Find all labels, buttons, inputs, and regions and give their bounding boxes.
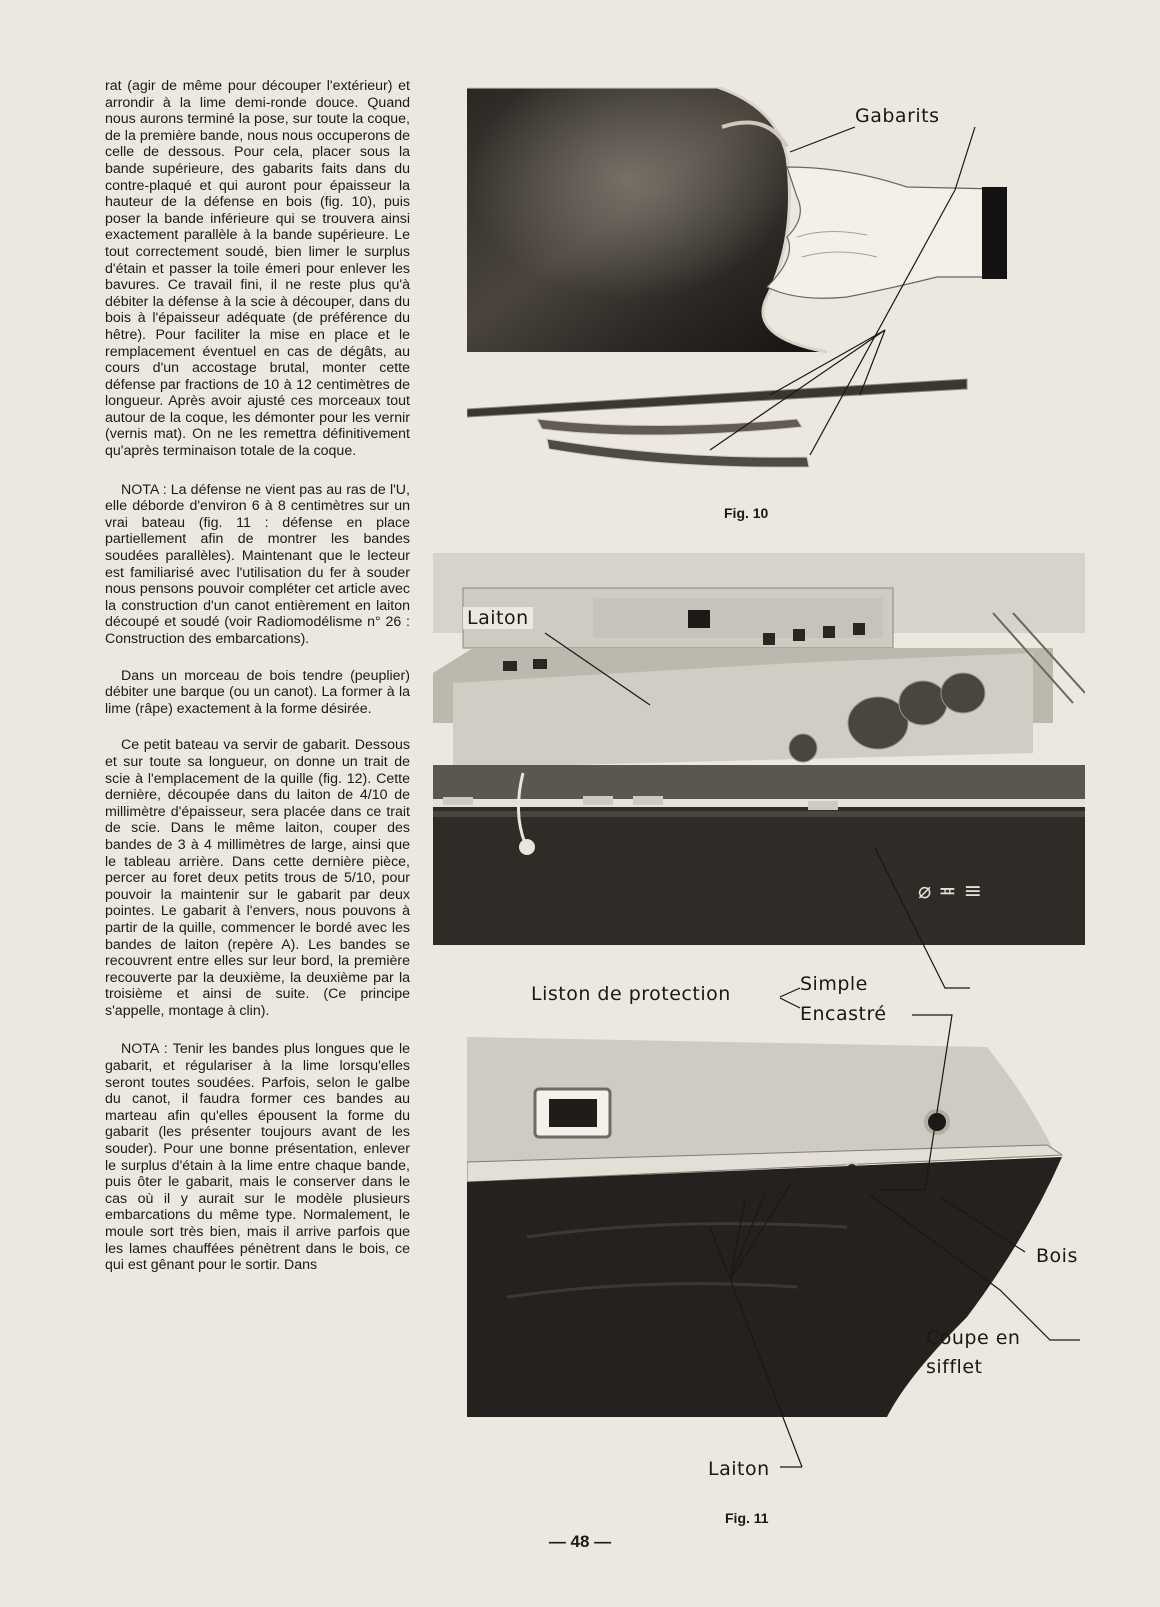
leader-laiton-top — [545, 633, 650, 705]
leader-encastre-tick — [780, 998, 800, 1008]
article-paragraph-4: Ce petit bateau va servir de gabarit. Dessous et sur toute sa longueur, on donne un trait de scie à l'emplacement de la quille (fig. 12). Cette dernière, découpée dans du laiton de 4/10 de millimètre d'épaisseur, sera placée dans ce trait de scie. Dans le même laiton, couper des bandes de 3 à 4 millimètres de large, ainsi que le tableau arrière. Dans cette dernière pièce, percer au foret deux petits trous de 5/10, pour pouvoir la maintenir sur le gabarit par deux pointes. Le gabarit à l'envers, nous pouvons à partir de la quille, commencer le bordé avec les bandes de laiton (repère A). Les bandes se recouvrent entre elles sur leur bord, la première recouverte par la deuxième, la deuxième par la troisième et ainsi de suite. (Ce principe s'appelle, montage à clin). — [105, 737, 410, 1019]
page-number: — 48 — — [548, 1532, 612, 1551]
leader-laiton-bottom-a — [710, 1227, 802, 1467]
leader-bois — [940, 1197, 1025, 1252]
leader-encastre — [880, 1015, 952, 1190]
leader-simple-tick — [780, 988, 800, 997]
leader-gabarits-3 — [810, 190, 955, 455]
fig10-caption: Fig. 10 — [724, 505, 769, 521]
article-paragraph-2: NOTA : La défense ne vient pas au ras de l'U, elle déborde d'environ 6 à 8 centimètres sur un vrai bateau (fig. 11 : défense en place partiellement afin de montrer les bandes soudées parallèles). Maintenant que le lecteur est familiarisé avec l'utilisation du fer à souder nous pensons pouvoir compléter cet article avec la construction d'un canot entièrement en laiton découpé et soudé (voir Radiomodélisme n° 26 : Construction des embarcations). — [105, 481, 410, 647]
label-laiton-top: Laiton — [463, 607, 533, 629]
label-gabarits: Gabarits — [855, 105, 940, 127]
label-simple: Simple — [800, 973, 868, 995]
leader-simple — [875, 848, 970, 988]
leader-coupe-en-sifflet — [870, 1195, 1080, 1340]
label-coupe-en: Coupe en — [926, 1327, 1021, 1349]
leader-gabarits-6 — [710, 330, 885, 450]
article-paragraph-3: Dans un morceau de bois tendre (peuplier) débiter une barque (ou un canot). La former à la lime (râpe) exactement à la forme désirée. — [105, 667, 410, 717]
leader-gabarits-1 — [790, 127, 855, 152]
article-paragraph-1: rat (agir de même pour découper l'extérieur) et arrondir à la lime demi-ronde douce. Quand nous aurons terminé la pose, sur toute la coque, de la première bande, nous nous occuperons de celle de dessous. Pour cela, placer sous la bande supérieure, des gabarits faits dans du contre-plaqué et qui auront pour épaisseur la hauteur de la défense en bois (fig. 10), puis poser la bande inférieure qui se trouvera ainsi exactement parallèle à la bande supérieure. Le tout correctement soudé, bien limer le surplus d'étain et passer la toile émeri pour enlever les bavures. Ce travail fini, il ne reste plus qu'à débiter la défense à la scie à découper, dans du bois à l'épaisseur adéquate (de préférence du hêtre). Pour faciliter la mise en place et le remplacement éventuel en cas de dégâts, au cours d'un accostage brutal, monter cette défense par fractions de 10 à 12 centimètres de longueur. Après avoir ajusté ces morceaux tout autour de la coque, les démonter pour les vernir (vernis mat). On ne les remettra définitivement qu'après terminaison totale de la coque. — [105, 78, 410, 460]
label-laiton-bottom: Laiton — [708, 1458, 770, 1480]
leader-gabarits-2 — [955, 127, 975, 190]
label-bois: Bois — [1036, 1245, 1078, 1267]
article-paragraph-5: NOTA : Tenir les bandes plus longues que le gabarit, et régulariser à la lime lorsqu'elles seront toutes soudées. Parfois, selon le galbe du canot, il faudra former ces bandes au marteau afin qu'elles épousent la forme du gabarit (les présenter toujours avant de les souder). Pour une bonne présentation, enlever le surplus d'étain à la lime entre chaque bande, puis ôter le gabarit, mais le conserver dans le cas où il y aurait sur le modèle plusieurs embarcations du même type. Normalement, le moule sort très bien, mais il arrive parfois que les lames chauffées pénètrent dans le bois, ce qui est gênant pour le sortir. Dans — [105, 1041, 410, 1274]
label-sifflet: sifflet — [926, 1356, 983, 1378]
leader-laiton-bottom-b — [730, 1193, 765, 1280]
label-encastre: Encastré — [800, 1003, 887, 1025]
leader-gabarits-4 — [770, 330, 885, 395]
label-liston-de-protection: Liston de protection — [531, 983, 731, 1005]
fig11-caption: Fig. 11 — [725, 1510, 769, 1526]
svg-text:⌀ ≖ ≡: ⌀ ≖ ≡ — [918, 879, 983, 904]
